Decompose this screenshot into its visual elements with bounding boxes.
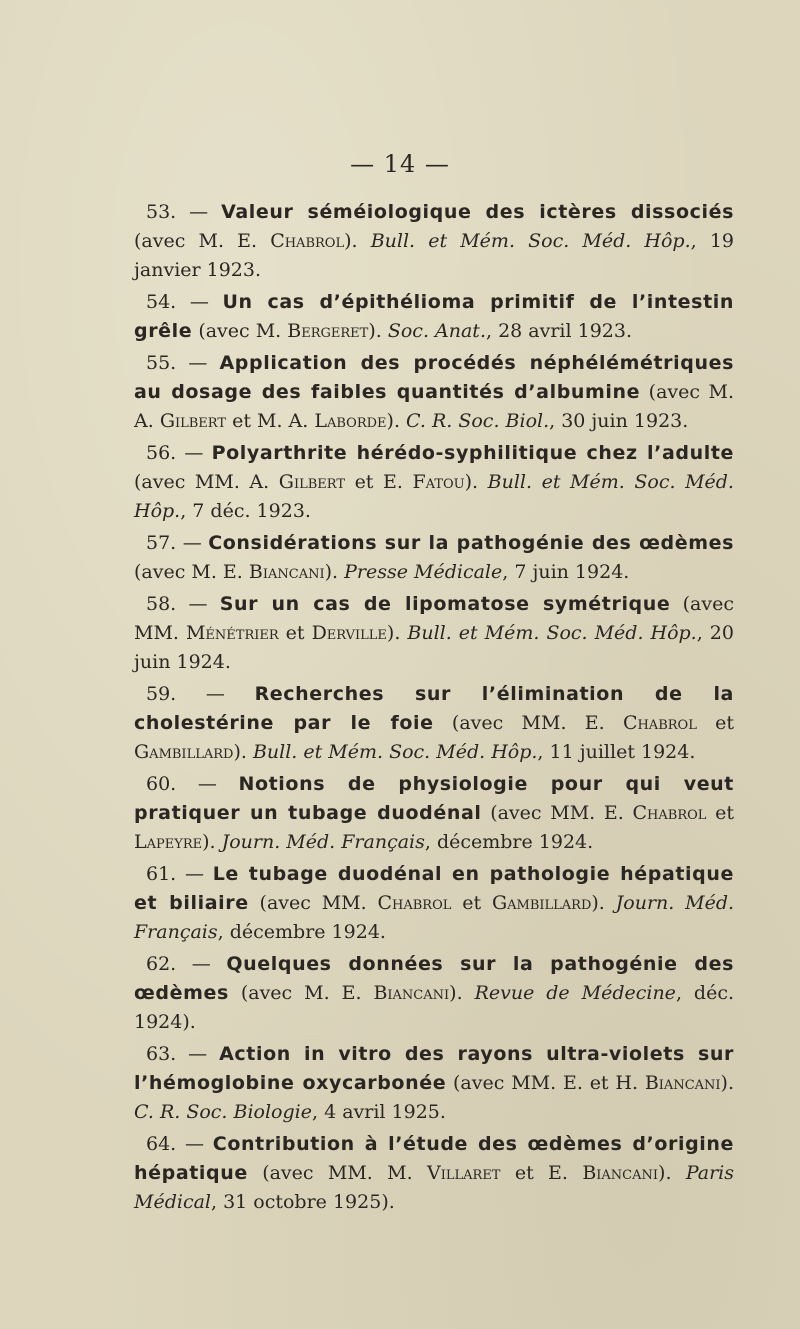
entry-title: Contribution à l’étude des œdèmes d’origine hépatique: [134, 1133, 734, 1184]
entry-coauthor-2: Laborde: [314, 410, 387, 432]
entry-title: Sur un cas de lipomatose symétrique: [219, 593, 671, 615]
entry-source: Bull. et Mém. Soc. Méd. Hôp.: [134, 471, 734, 522]
entry-number: 58. —: [146, 593, 208, 615]
entry-title: Notions de physiologie pour qui veut pratiquer un tubage duodénal: [134, 773, 734, 824]
entry-coauthor: Gilbert: [278, 471, 345, 493]
entry-number: 62. —: [146, 953, 211, 975]
bibliography-entry-57: [134, 529, 734, 590]
entry-date: , 20 juin 1924.: [134, 622, 734, 673]
entry-date: , 31 octobre 1925).: [210, 1191, 395, 1213]
bibliography-entry-59: [134, 680, 734, 770]
bibliography-entry-56: [134, 439, 734, 529]
entry-date: , 28 avril 1923.: [485, 320, 633, 342]
entry-coauthor: Gilbert: [159, 410, 227, 432]
entry-separator: et E.: [514, 1162, 568, 1184]
bibliography-entry-63: [134, 1040, 734, 1130]
entry-separator-2: ).: [202, 831, 216, 853]
entry-separator: ).: [324, 561, 339, 583]
entry-coauthor-2: Biancani: [582, 1162, 659, 1184]
entry-coauthor-2: Gambillard: [491, 892, 592, 914]
entry-separator: ).: [449, 982, 463, 1004]
entry-title: Polyarthrite hérédo-syphilitique chez l’adulte: [211, 442, 734, 464]
entry-coauthor: Chabrol: [632, 802, 707, 824]
entry-coauthor-2: Gambillard: [134, 741, 234, 763]
entry-coauthor-intro: (avec M. E.: [134, 230, 258, 252]
entry-number: 55. —: [146, 352, 208, 374]
entry-coauthor-intro: (avec M.: [198, 320, 282, 342]
entry-separator-2: ).: [464, 471, 479, 493]
bibliography-entry-55: [134, 349, 734, 439]
entry-source: Soc. Anat.: [387, 320, 486, 342]
entry-date: , décembre 1924.: [424, 831, 594, 853]
entry-date: , décembre 1924.: [217, 921, 386, 943]
entry-coauthor-2: Fatou: [412, 471, 465, 493]
entry-date: , 19 janvier 1923.: [134, 230, 734, 281]
entry-source: Journ. Méd. Français: [134, 892, 735, 943]
entry-coauthor-intro: (avec MM.: [134, 593, 734, 644]
entry-number: 64. —: [146, 1133, 204, 1155]
entry-separator: et E.: [354, 471, 403, 493]
entry-separator: et: [285, 622, 305, 644]
entry-title: Considérations sur la pathogénie des œdèmes: [208, 532, 734, 554]
entry-separator: ).: [344, 230, 358, 252]
entry-coauthor-intro: (avec M. A.: [134, 381, 734, 432]
entry-coauthor: Biancani: [644, 1072, 721, 1094]
entry-separator: et: [715, 802, 734, 824]
bibliography-entry-54: [134, 288, 734, 349]
entry-source: Bull. et Mém. Soc. Méd. Hôp.: [370, 230, 691, 252]
entry-coauthor-intro: (avec MM.: [259, 892, 367, 914]
entry-date: , 7 juin 1924.: [502, 561, 630, 583]
entry-source: Bull. et Mém. Soc. Méd. Hôp.: [407, 622, 697, 644]
entry-coauthor-intro: (avec MM. E. et H.: [453, 1072, 638, 1094]
entry-coauthor-2: Derville: [311, 622, 387, 644]
entry-source: Bull. et Mém. Soc. Méd. Hôp.: [252, 741, 538, 763]
entry-separator: et: [715, 712, 734, 734]
entry-coauthor-intro: (avec MM. A.: [134, 471, 270, 493]
entry-separator: ).: [720, 1072, 734, 1094]
bibliography-entry-62: [134, 950, 734, 1040]
entry-separator-2: ).: [233, 741, 247, 763]
entry-separator: et: [462, 892, 482, 914]
entry-date: , 4 avril 1925.: [311, 1101, 446, 1123]
entry-source: C. R. Soc. Biologie: [134, 1101, 312, 1123]
entry-separator-2: ).: [386, 410, 400, 432]
entry-coauthor: Chabrol: [622, 712, 697, 734]
entry-coauthor-intro: (avec M. E.: [134, 561, 243, 583]
entry-title: Quelques données sur la pathogénie des œdèmes: [134, 953, 734, 1004]
entry-separator: ).: [368, 320, 382, 342]
entry-title: Application des procédés néphélémétriques au dosage des faibles quantités d’albumine: [134, 352, 734, 403]
entry-date: , déc. 1924).: [134, 982, 735, 1033]
entry-number: 59. —: [146, 683, 225, 705]
entry-title: Action in vitro des rayons ultra-violets sur l’hémoglobine oxycarbonée: [134, 1043, 734, 1094]
entry-source: Journ. Méd. Français: [221, 831, 425, 853]
entry-separator-2: ).: [386, 622, 401, 644]
entry-source: Paris Médical: [134, 1162, 734, 1213]
entry-title: Valeur séméiologique des ictères dissociés: [221, 201, 734, 223]
page-number: — 14 —: [350, 150, 450, 178]
entry-number: 53. —: [146, 201, 209, 223]
entry-number: 61. —: [146, 863, 204, 885]
entry-title: Un cas d’épithélioma primitif de l’intestin grêle: [134, 291, 735, 342]
entry-coauthor: Ménétrier: [185, 622, 279, 644]
bibliography-entry-64: [134, 1130, 734, 1220]
entry-coauthor-intro: (avec MM. M.: [262, 1162, 413, 1184]
bibliography-list: [134, 198, 734, 1220]
entry-source: Revue de Médecine: [474, 982, 676, 1004]
entry-separator: et M. A.: [232, 410, 309, 432]
entry-title: Le tubage duodénal en pathologie hépatique et biliaire: [134, 863, 734, 914]
entry-coauthor: Chabrol: [377, 892, 452, 914]
entry-coauthor: Bergeret: [287, 320, 369, 342]
entry-coauthor: Biancani: [248, 561, 325, 583]
entry-number: 57. —: [146, 532, 202, 554]
bibliography-entry-58: [134, 590, 734, 680]
entry-date: , 30 juin 1923.: [549, 410, 689, 432]
entry-separator-2: ).: [591, 892, 605, 914]
entry-coauthor-intro: (avec MM. E.: [451, 712, 605, 734]
entry-coauthor-intro: (avec MM. E.: [490, 802, 624, 824]
entry-number: 63. —: [146, 1043, 208, 1065]
entry-number: 60. —: [146, 773, 217, 795]
entry-coauthor: Biancani: [373, 982, 450, 1004]
entry-title: Recherches sur l’élimination de la cholestérine par le foie: [134, 683, 734, 734]
entry-source: Presse Médicale: [344, 561, 503, 583]
bibliography-entry-61: [134, 860, 734, 950]
bibliography-entry-53: [134, 198, 734, 288]
entry-coauthor: Chabrol: [270, 230, 345, 252]
entry-number: 56. —: [146, 442, 204, 464]
entry-coauthor-intro: (avec M. E.: [240, 982, 362, 1004]
entry-coauthor-2: Lapeyre: [134, 831, 203, 853]
entry-coauthor: Villaret: [427, 1162, 501, 1184]
entry-separator-2: ).: [658, 1162, 672, 1184]
bibliography-entry-60: [134, 770, 734, 860]
entry-source: C. R. Soc. Biol.: [406, 410, 550, 432]
entry-date: , 11 juillet 1924.: [537, 741, 696, 763]
entry-number: 54. —: [146, 291, 209, 313]
entry-date: , 7 déc. 1923.: [180, 500, 311, 522]
